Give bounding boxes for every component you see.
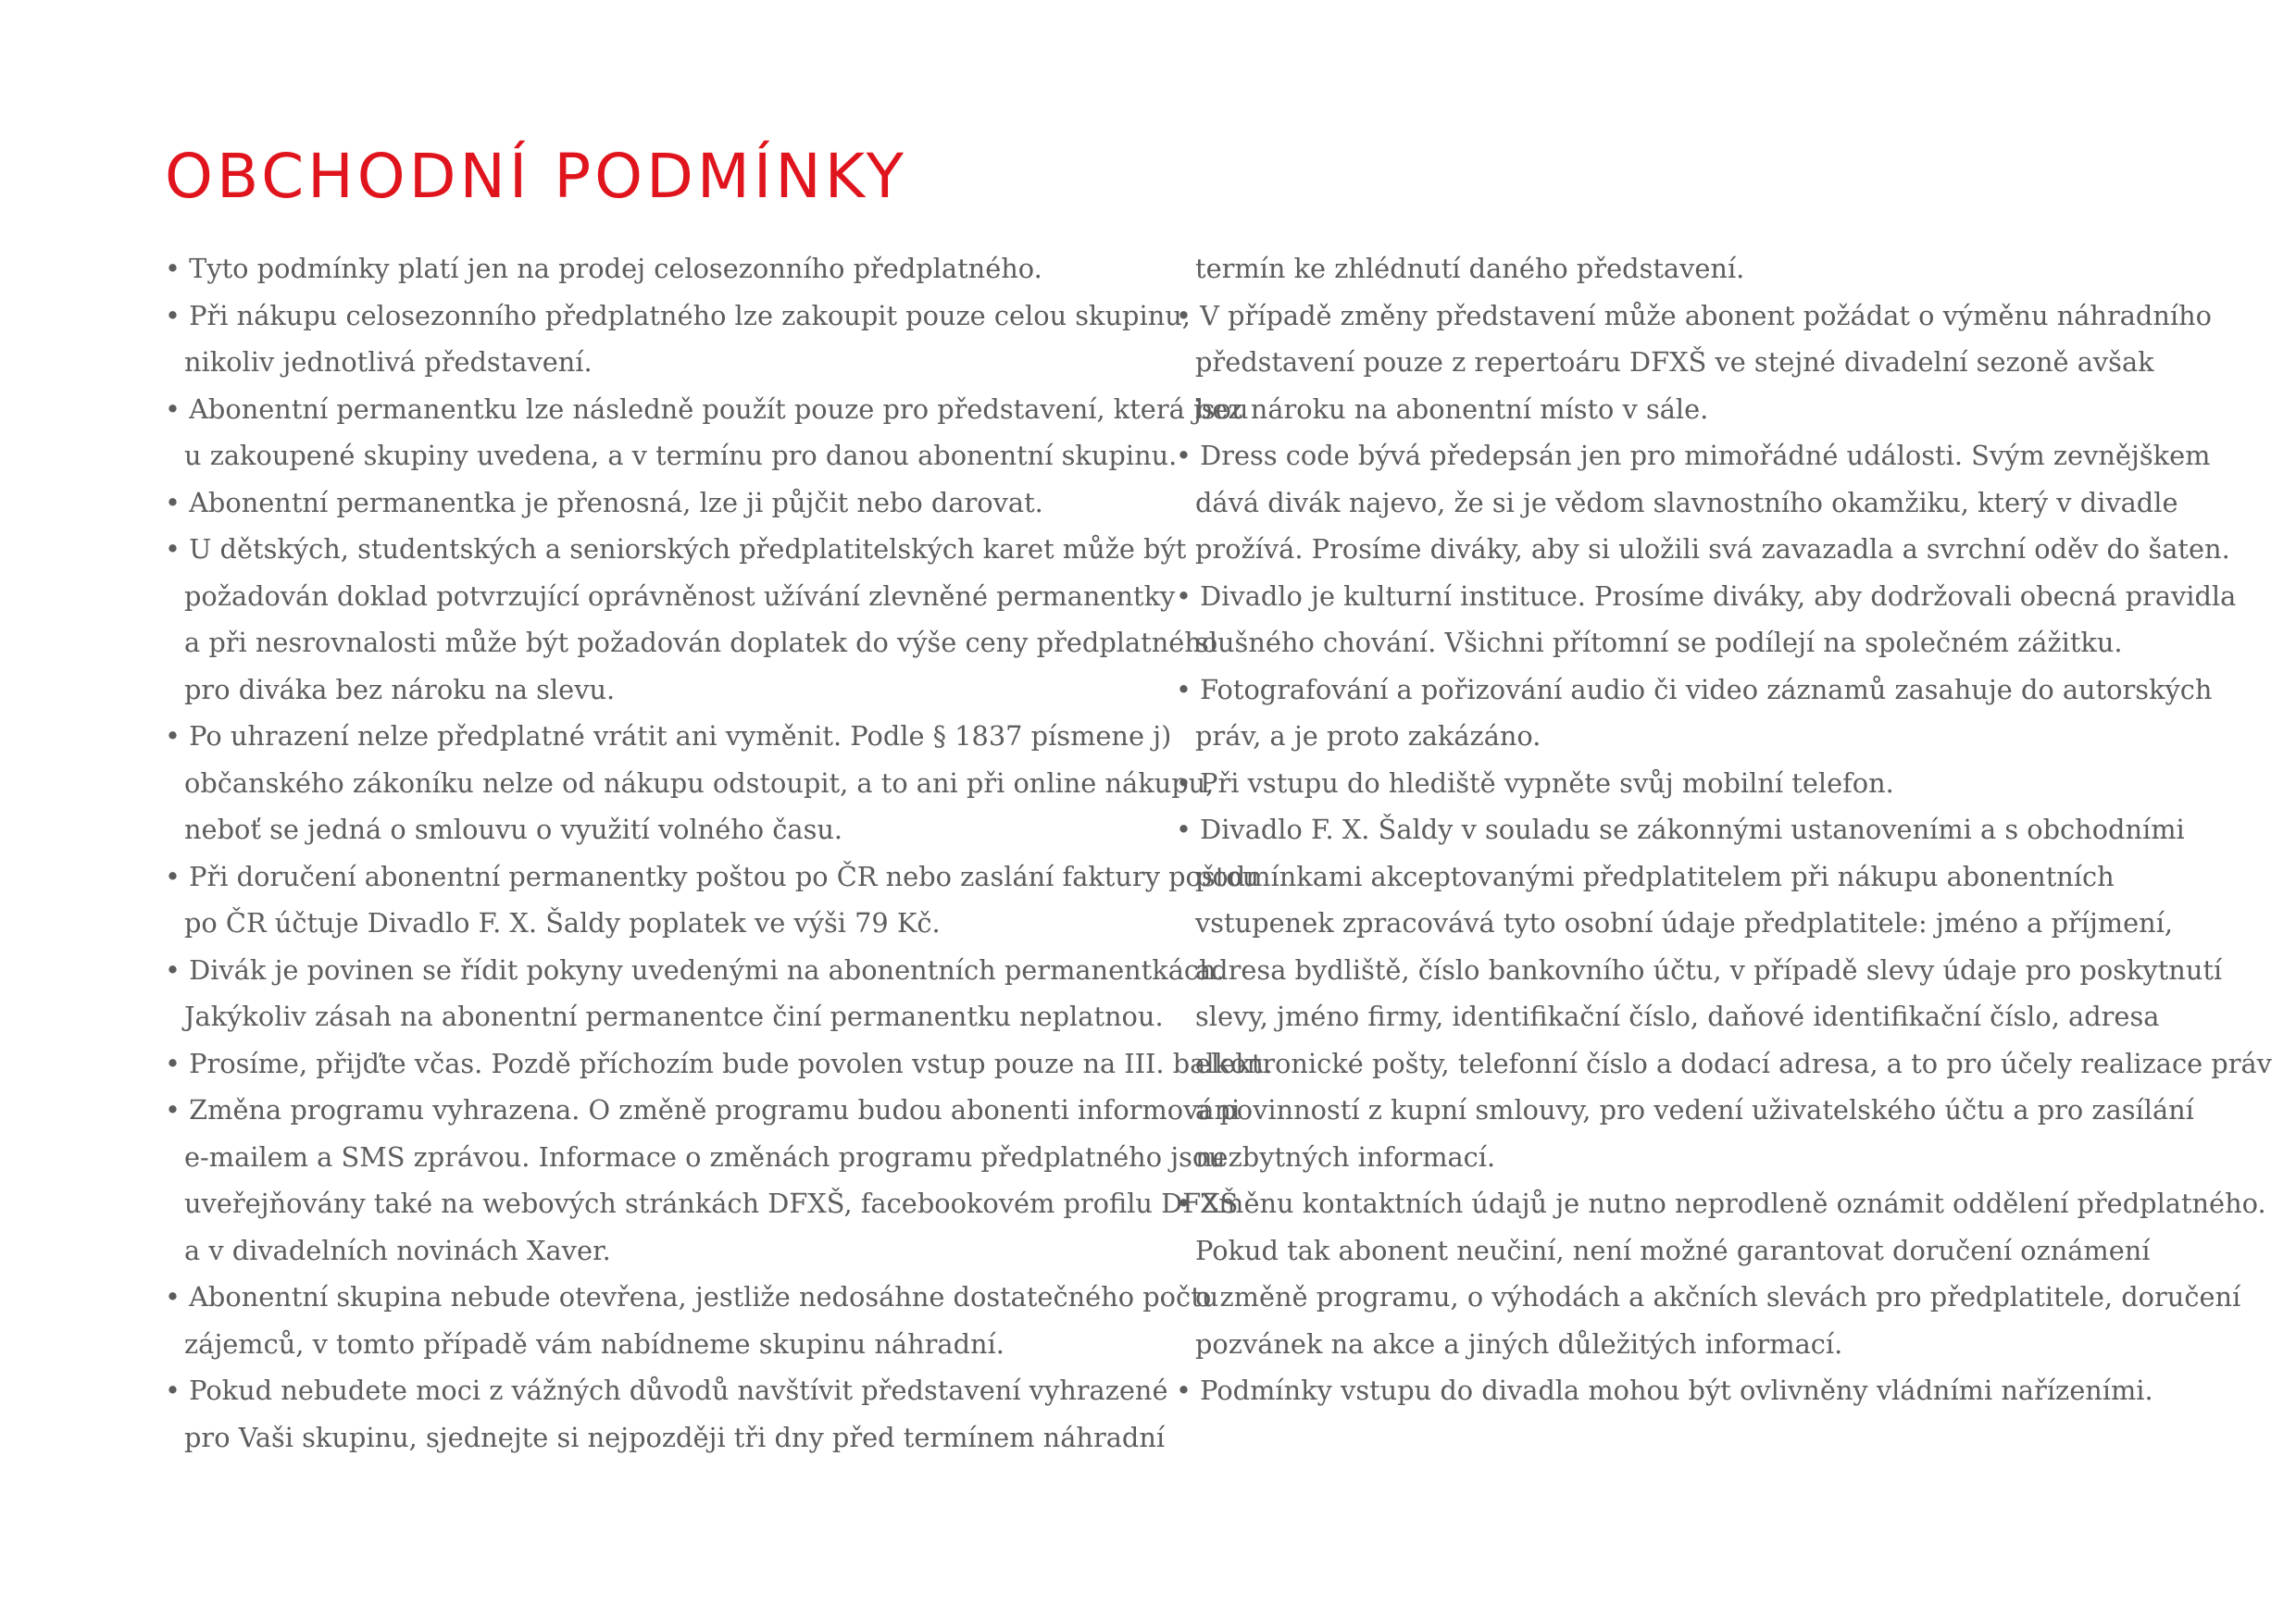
- terms-column-left: [165, 245, 1273, 1461]
- term-line: neboť se jedná o smlouvu o využití volného času.: [184, 814, 843, 845]
- term-line: • V případě změny představení může abonent požádat o výměnu náhradního: [1176, 299, 2212, 331]
- term-line: • Fotografování a pořizování audio či video záznamů zasahuje do autorských: [1176, 673, 2213, 705]
- term-line: e-mailem a SMS zprávou. Informace o změnách programu předplatného jsou: [184, 1140, 1226, 1173]
- term-line: zájemců, v tomto případě vám nabídneme skupinu náhradní.: [184, 1327, 1004, 1360]
- term-line: Jakýkoliv zásah na abonentní permanentce činí permanentku neplatnou.: [184, 1001, 1164, 1032]
- term-line: • Abonentní permanentka je přenosná, lze ji půjčit nebo darovat.: [165, 486, 1043, 518]
- term-line: u zakoupené skupiny uvedena, a v termínu pro danou abonentní skupinu.: [184, 440, 1178, 471]
- term-line: pozvánek na akce a jiných důležitých informací.: [1195, 1327, 1843, 1360]
- term-line: termín ke zhlédnutí daného představení.: [1195, 253, 1745, 284]
- term-line: nikoliv jednotlivá představení.: [184, 346, 593, 378]
- term-line: Pokud tak abonent neučiní, není možné garantovat doručení oznámení: [1195, 1234, 2151, 1266]
- term-line: uveřejňovány také na webových stránkách DFXŠ, facebookovém profilu DFXŠ: [184, 1188, 1239, 1219]
- term-line: slušného chování. Všichni přítomní se podílejí na společném zážitku.: [1195, 627, 2123, 658]
- term-line: po ČR účtuje Divadlo F. X. Šaldy poplatek ve výši 79 Kč.: [184, 907, 941, 939]
- term-line: • Po uhrazení nelze předplatné vrátit ani vyměnit. Podle § 1837 písmene j): [165, 720, 1172, 752]
- term-line: představení pouze z repertoáru DFXŠ ve stejné divadelní sezoně avšak: [1195, 346, 2154, 378]
- term-line: • Abonentní skupina nebude otevřena, jestliže nedosáhne dostatečného počtu: [165, 1281, 1219, 1313]
- page-title: OBCHODNÍ PODMÍNKY: [165, 141, 907, 212]
- term-line: • Při nákupu celosezonního předplatného lze zakoupit pouze celou skupinu,: [165, 299, 1191, 331]
- term-line: slevy, jméno firmy, identifikační číslo, daňové identifikační číslo, adresa: [1195, 1001, 2160, 1032]
- term-line: • Abonentní permanentku lze následně použít pouze pro představení, která jsou: [165, 392, 1249, 425]
- term-line: • Tyto podmínky platí jen na prodej celosezonního předplatného.: [165, 253, 1042, 284]
- term-line: o změně programu, o výhodách a akčních slevách pro předplatitele, doručení: [1195, 1281, 2241, 1313]
- term-line: nezbytných informací.: [1195, 1140, 1496, 1173]
- term-line: • Prosíme, přijďte včas. Pozdě příchozím bude povolen vstup pouze na III. balkon.: [165, 1047, 1273, 1079]
- terms-column-right: [1176, 245, 2272, 1414]
- term-line: vstupenek zpracovává tyto osobní údaje předplatitele: jméno a příjmení,: [1195, 907, 2174, 939]
- term-line: • Při vstupu do hlediště vypněte svůj mobilní telefon.: [1176, 766, 1894, 799]
- term-line: • Změna programu vyhrazena. O změně programu budou abonenti informováni: [165, 1094, 1241, 1126]
- term-line: adresa bydliště, číslo bankovního účtu, v případě slevy údaje pro poskytnutí: [1195, 953, 2223, 986]
- term-line: a v divadelních novinách Xaver.: [184, 1234, 611, 1266]
- term-line: • Divadlo je kulturní instituce. Prosíme diváky, aby dodržovali obecná pravidla: [1176, 579, 2237, 612]
- term-line: a povinností z kupní smlouvy, pro vedení uživatelského účtu a pro zasílání: [1195, 1094, 2194, 1126]
- term-line: elektronické pošty, telefonní číslo a dodací adresa, a to pro účely realizace práv: [1195, 1047, 2272, 1079]
- term-line: podmínkami akceptovanými předplatitelem při nákupu abonentních: [1195, 860, 2115, 892]
- term-line: požadován doklad potvrzující oprávněnost užívání zlevněné permanentky: [184, 579, 1176, 612]
- term-line: bez nároku na abonentní místo v sále.: [1195, 392, 1709, 425]
- term-line: dává divák najevo, že si je vědom slavnostního okamžiku, který v divadle: [1195, 486, 2178, 518]
- term-line: pro Vaši skupinu, sjednejte si nejpozději tři dny před termínem náhradní: [184, 1421, 1166, 1453]
- term-line: • Při doručení abonentní permanentky poštou po ČR nebo zaslání faktury poštou: [165, 860, 1260, 892]
- term-line: a při nesrovnalosti může být požadován doplatek do výše ceny předplatného: [184, 627, 1218, 658]
- term-line: • Divadlo F. X. Šaldy v souladu se zákonnými ustanoveními a s obchodními: [1176, 814, 2185, 845]
- term-line: práv, a je proto zakázáno.: [1195, 720, 1541, 752]
- term-line: občanského zákoníku nelze od nákupu odstoupit, a to ani při online nákupu,: [184, 766, 1215, 799]
- term-line: • Divák je povinen se řídit pokyny uvedenými na abonentních permanentkách.: [165, 953, 1225, 986]
- term-line: pro diváka bez nároku na slevu.: [184, 673, 616, 705]
- term-line: • U dětských, studentských a seniorských předplatitelských karet může být: [165, 533, 1187, 565]
- term-line: • Podmínky vstupu do divadla mohou být ovlivněny vládními nařízeními.: [1176, 1375, 2153, 1406]
- term-line: • Změnu kontaktních údajů je nutno neprodleně oznámit oddělení předplatného.: [1176, 1188, 2266, 1219]
- term-line: prožívá. Prosíme diváky, aby si uložili svá zavazadla a svrchní oděv do šaten.: [1195, 533, 2230, 565]
- term-line: • Pokud nebudete moci z vážných důvodů navštívit představení vyhrazené: [165, 1375, 1168, 1406]
- term-line: • Dress code bývá předepsán jen pro mimořádné události. Svým zevnějškem: [1176, 440, 2211, 471]
